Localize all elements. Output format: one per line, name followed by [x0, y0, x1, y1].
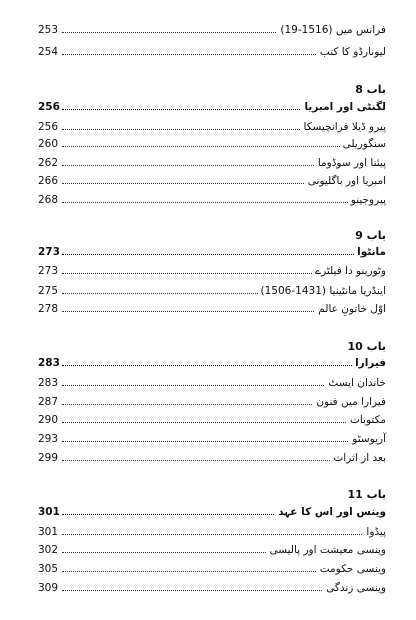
leader-dots	[62, 202, 386, 203]
toc-main-entry	[38, 356, 386, 370]
entry-title: خاندان ایسٹ	[325, 376, 386, 390]
toc-entry	[38, 562, 386, 576]
entry-title: وٹورینو دا فیلٹرے	[312, 264, 386, 278]
entry-page-number: 301	[38, 506, 60, 518]
entry-title: پیرو ڈیلا فرانچیسکا	[301, 120, 386, 134]
entry-page-number: 254	[38, 46, 59, 58]
toc-entry	[38, 137, 386, 151]
entry-page-number: 273	[38, 246, 60, 258]
entry-page-number: 260	[38, 138, 59, 150]
entry-title: مکتوبات	[347, 413, 386, 427]
toc-main-entry	[38, 505, 386, 519]
toc-entry	[38, 174, 386, 188]
toc-entry	[38, 284, 386, 298]
toc-entry	[38, 413, 386, 427]
entry-title: فرانس میں (1516-19)	[277, 23, 386, 37]
toc-entry	[38, 45, 386, 59]
entry-page-number: 309	[38, 582, 59, 594]
entry-page-number: 290	[38, 414, 59, 426]
entry-title: وینسی حکومت	[317, 562, 386, 576]
entry-page-number: 266	[38, 175, 59, 187]
leader-dots	[62, 254, 386, 255]
toc-entry	[38, 581, 386, 595]
entry-page-number: 253	[38, 24, 59, 36]
entry-page-number: 275	[38, 285, 59, 297]
toc-entry	[38, 395, 386, 409]
toc-entry	[38, 193, 386, 207]
entry-page-number: 283	[38, 357, 60, 369]
entry-title: فیرارا	[352, 356, 386, 370]
entry-page-number: 262	[38, 157, 59, 169]
leader-dots	[62, 534, 386, 535]
entry-page-number: 273	[38, 265, 59, 277]
toc-entry	[38, 376, 386, 390]
entry-title: فیرارا میں فنون	[313, 395, 386, 409]
entry-page-number: 293	[38, 433, 59, 445]
entry-title: امبریا اور باگلیونی	[305, 174, 386, 188]
entry-title: وینسی معیشت اور پالیسی	[267, 543, 387, 557]
entry-title: وینس اور اس کا عہد	[275, 505, 386, 519]
entry-title: لیونارڈو کا کتب	[317, 45, 386, 59]
entry-title: وینسی زندگی	[323, 581, 386, 595]
entry-page-number: 299	[38, 452, 59, 464]
toc-entry	[38, 451, 386, 465]
entry-title: اینڈریا مانٹینیا (1431-1506)	[258, 284, 386, 298]
toc-entry	[38, 156, 386, 170]
leader-dots	[62, 365, 386, 366]
toc-main-entry	[38, 245, 386, 259]
toc-entry	[38, 23, 386, 37]
entry-title: پیئنا اور سوڈوما	[315, 156, 386, 170]
entry-page-number: 287	[38, 396, 59, 408]
leader-dots	[62, 441, 386, 442]
entry-title: سنگوریلی	[340, 137, 386, 151]
chapter-heading: باب 9	[355, 229, 386, 242]
toc-entry	[38, 302, 386, 316]
leader-dots	[62, 146, 386, 147]
chapter-heading: باب 10	[347, 340, 386, 353]
leader-dots	[62, 422, 386, 423]
entry-title: پیروجینو	[348, 193, 386, 207]
entry-title: مانٹوا	[354, 245, 386, 259]
entry-title: بعد از اثرات	[330, 451, 386, 465]
entry-page-number: 268	[38, 194, 59, 206]
toc-entry	[38, 264, 386, 278]
toc-entry	[38, 432, 386, 446]
entry-page-number: 305	[38, 563, 59, 575]
toc-entry	[38, 525, 386, 539]
entry-page-number: 256	[38, 121, 59, 133]
entry-page-number: 301	[38, 526, 59, 538]
entry-title: آریوسٹو	[349, 432, 386, 446]
toc-main-entry	[38, 100, 386, 114]
entry-title: لگنٹی اور امبریا	[301, 100, 386, 114]
toc-entry	[38, 120, 386, 134]
entry-page-number: 278	[38, 303, 59, 315]
toc-entry	[38, 543, 386, 557]
entry-page-number: 283	[38, 377, 59, 389]
chapter-heading: باب 8	[355, 83, 386, 96]
entry-page-number: 256	[38, 101, 60, 113]
entry-title: اوّل خاتونِ عالم	[315, 302, 386, 316]
entry-title: پیڈوا	[363, 525, 386, 539]
chapter-heading: باب 11	[347, 488, 386, 501]
entry-page-number: 302	[38, 544, 59, 556]
